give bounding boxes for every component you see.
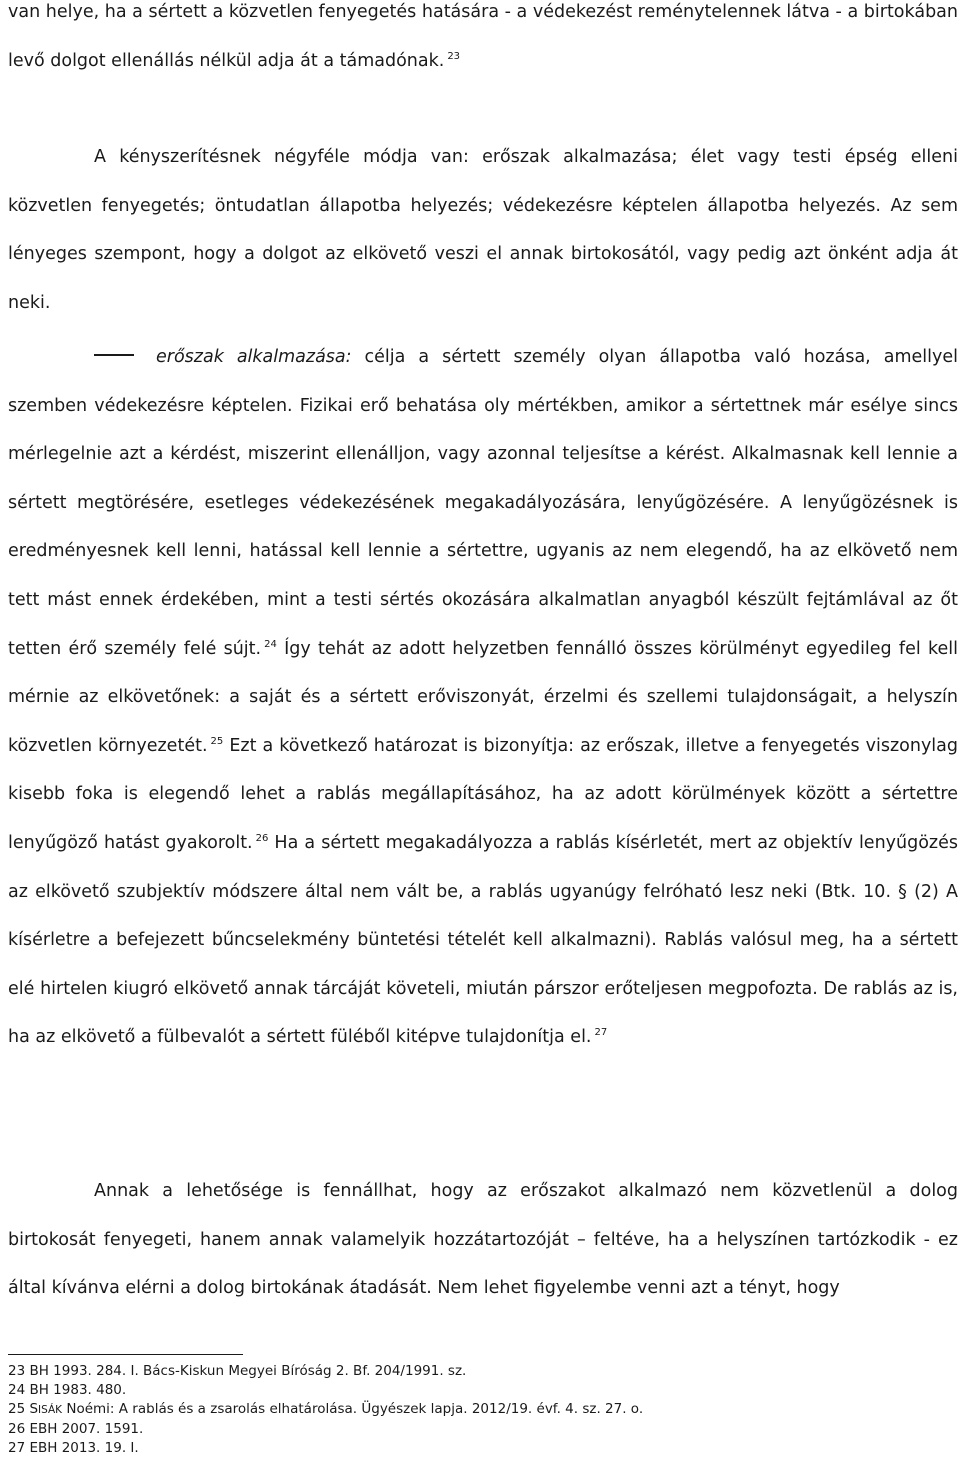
- footnote-ref-25[interactable]: 25: [210, 735, 224, 747]
- paragraph-text: van helye, ha a sértett a közvetlen fenyegetés hatására - a védekezést reménytelennek látva - a birtokában levő dolgot ellenállás nélkül adja át a támadónak.: [8, 2, 958, 71]
- paragraph-text: Annak a lehetősége is fennállhat, hogy az erőszakot alkalmazó nem közvetlenül a dolog birtokosát fenyegeti, hanem annak valamelyik hozzátartozóját – feltéve, ha a helyszínen tartózkodik - ez által kívánva elérni a dolog birtokának átadását. Nem lehet figyelembe venni azt a tényt, hogy: [8, 1181, 958, 1299]
- paragraph-coercion-methods: [8, 133, 958, 327]
- footnote-number: 25 S: [8, 1401, 39, 1417]
- footnote-23: 23 BH 1993. 284. I. Bács-Kiskun Megyei Bíróság 2. Bf. 204/1991. sz.: [8, 1363, 467, 1379]
- paragraph-text: célja a sértett személy olyan állapotba való hozása, amellyel szemben védekezésre képtelen. Fizikai erő behatása oly mértékben, amikor a sértettnek már esélye sincs mérlegelnie azt a kérdést, miszerint ellenálljon, vagy azonnal teljesítse a kérést. Alkalmasnak kell lennie a sértett megtörésére, esetleges védekezésének megakadályozására, lenyűgözésére. A lenyűgözésnek is eredményesnek kell lenni, hatással kell lennie a sértettre, ugyanis az nem elegendő, ha az elkövető nem tett mást ennek érdekében, mint a testi sértés okozására alkalmatlan anyagból készült fejtámlával az őt tetten érő személy felé sújt.: [8, 347, 958, 659]
- footnote-27: 27 EBH 2013. 19. I.: [8, 1440, 139, 1456]
- footnote-separator: [8, 1354, 243, 1355]
- author-smallcaps: ISÁK: [38, 1404, 63, 1416]
- paragraph-force: [8, 333, 958, 1062]
- dash-mark: [94, 354, 134, 356]
- footnote-25: [8, 1400, 948, 1420]
- paragraph-text: A kényszerítésnek négyféle módja van: erőszak alkalmazása; élet vagy testi épség elleni közvetlen fenyegetés; öntudatlan állapotba helyezés; védekezésre képtelen állapotba helyezés. Az sem lényeges szempont, hogy a dolgot az elkövető veszi el annak birtokosától, vagy pedig azt önként adja át neki.: [8, 147, 958, 313]
- paragraph-text: Ezt a következő határozat is bizonyítja: az erőszak, illetve a fenyegetés viszonylag kisebb foka is elegendő lehet a rablás megállapításához, ha az adott körülmények között a sértettre lenyűgöző hatást gyakorolt.: [8, 735, 958, 853]
- footnote-ref-23[interactable]: 23: [447, 50, 461, 62]
- paragraph-text: Így tehát az adott helyzetben fennálló összes körülményt egyedileg fel kell mérnie az elkövetőnek: a saját és a sértett erőviszonyát, érzelmi és szellemi tulajdonságait, a helyszín közvetlen környezetét.: [8, 638, 958, 756]
- footnote-24: 24 BH 1983. 480.: [8, 1382, 127, 1398]
- footnote-ref-24[interactable]: 24: [264, 638, 277, 650]
- footnotes: [8, 1362, 948, 1458]
- paragraph-relative-threat: [8, 1167, 958, 1313]
- em-dash-bullet: [8, 333, 156, 382]
- paragraph-text: Ha a sértett megakadályozza a rablás kísérletét, mert az objektív lenyűgözés az elkövető szubjektív módszere által nem vált be, a rablás ugyanúgy felróható lesz neki (Btk. 10. § (2) A kísérletre a befejezett bűncselekmény büntetési tételét kell alkalmazni). Rablás valósul meg, ha a sértett elé hirtelen kiugró elkövető annak tárcáját követeli, miután párszor erőteljesen megpofozta. De rablás az is, ha az elkövető a fülbevalót a sértett füléből kitépve tulajdonítja el.: [8, 832, 958, 1048]
- term-force: erőszak alkalmazása:: [156, 347, 352, 367]
- footnote-ref-26[interactable]: 26: [255, 832, 269, 844]
- paragraph-intro: [8, 0, 958, 85]
- footnote-text: Noémi: A rablás és a zsarolás elhatárolása. Ügyészek lapja. 2012/19. évf. 4. sz. 27. o.: [62, 1401, 644, 1417]
- footnote-ref-27[interactable]: 27: [594, 1027, 608, 1039]
- footnote-26: 26 EBH 2007. 1591.: [8, 1421, 144, 1437]
